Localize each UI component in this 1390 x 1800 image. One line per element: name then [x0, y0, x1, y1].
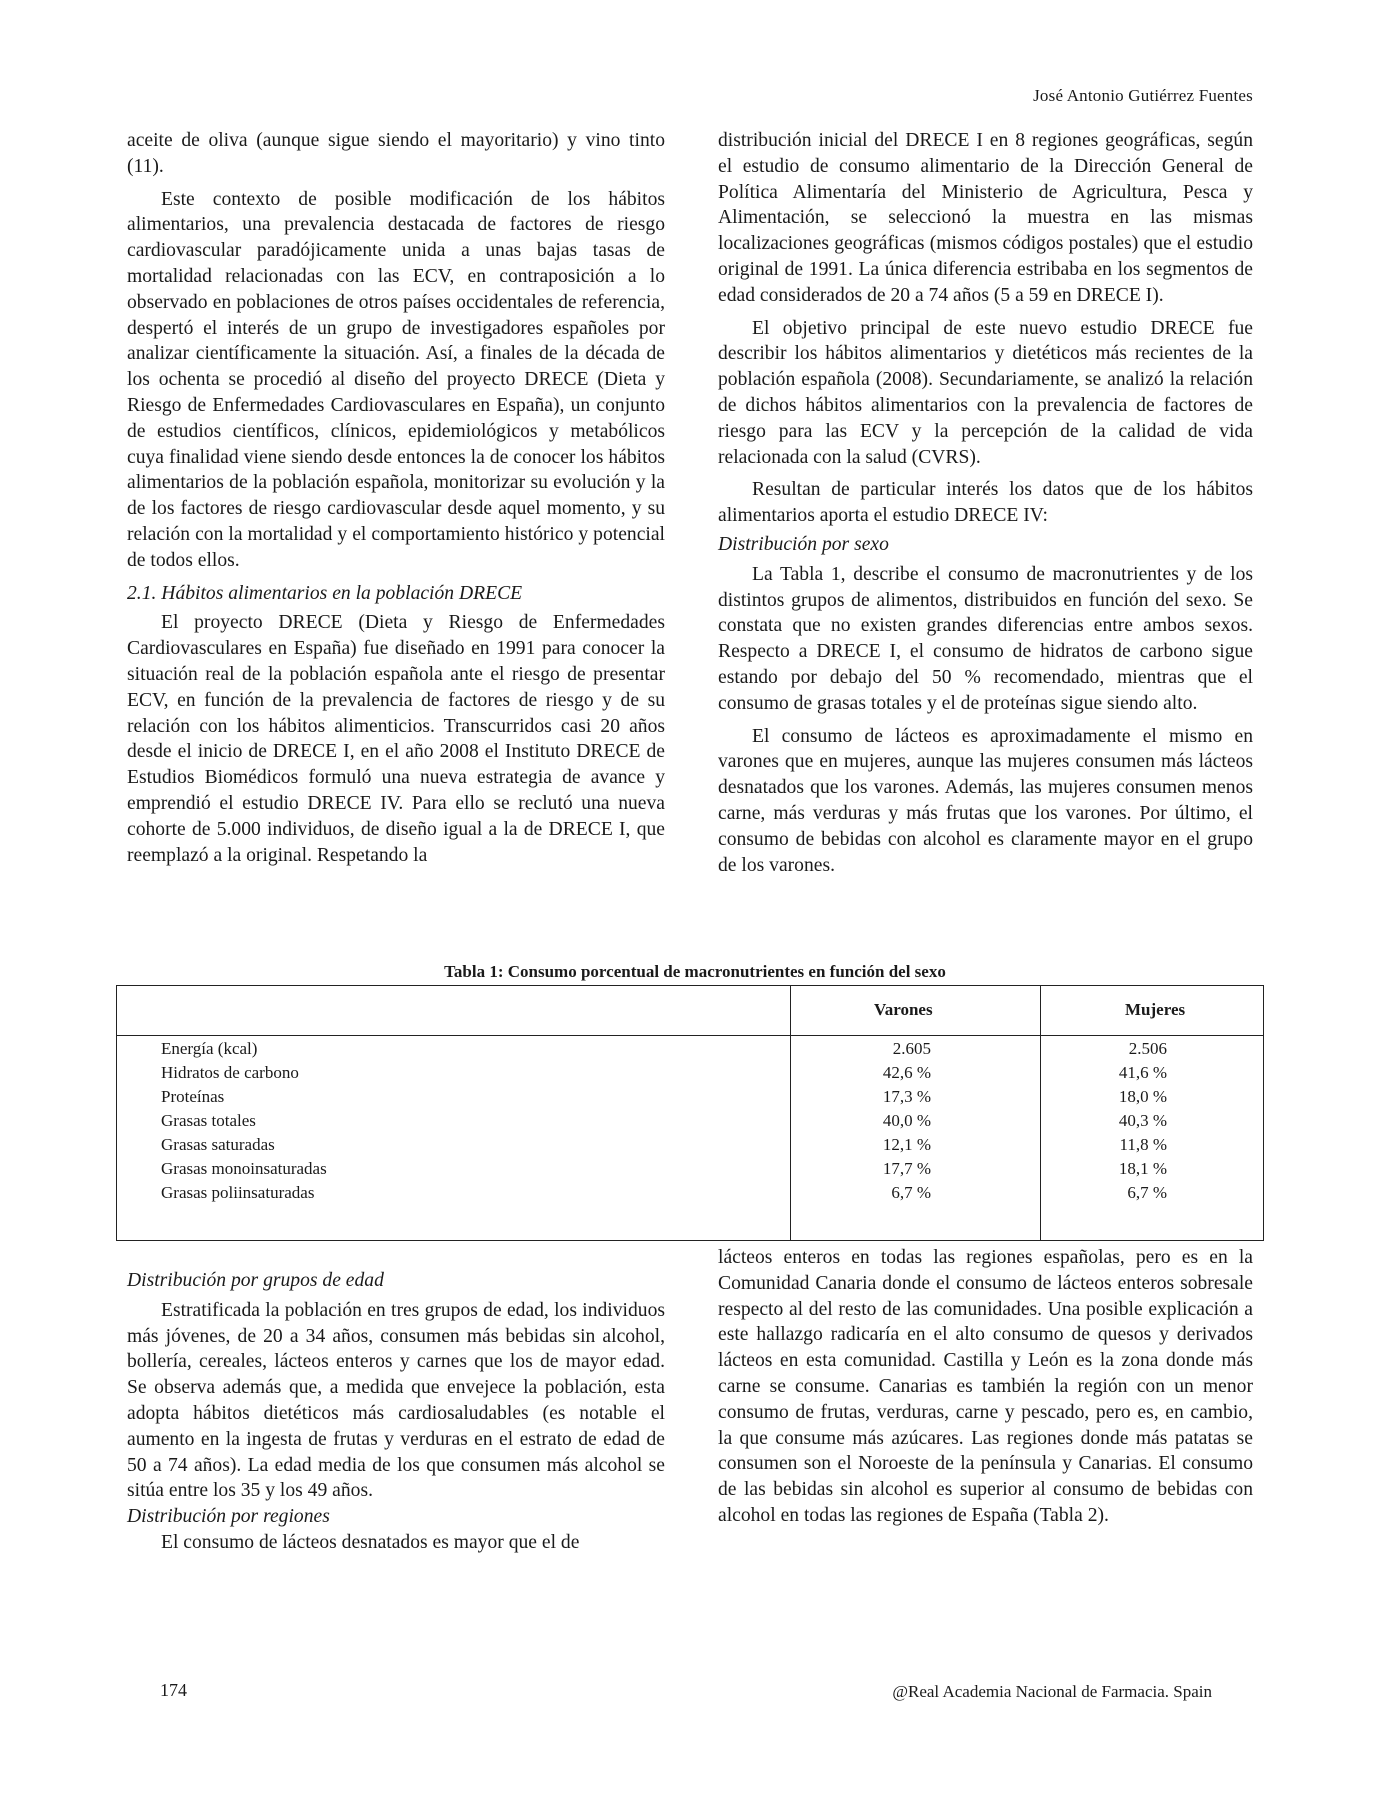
cell-mujeres: 41,6 %: [1118, 1063, 1167, 1082]
paragraph: Estratificada la población en tres grupos de edad, los individuos más jóvenes, de 20 a 34 años, consumen más bebidas sin alcohol, bollería, cereales, lácteos enteros y carnes que los de mayor edad. Se observa además que, a medida que envejece la población, esta adopta hábitos dietéticos más cardiosaludables (es notable el aumento en la ingesta de frutas y verduras en el estrato de edad de 50 a 74 años). La edad media de los que consumen más alcohol se sitúa entre los 35 y los 49 años.: [127, 1299, 665, 1502]
table-row: [117, 1183, 1263, 1207]
table-header-varones: Varones: [874, 1000, 933, 1019]
page-number: 174: [160, 1680, 187, 1700]
subsection-heading: Distribución por regiones: [127, 1506, 330, 1528]
row-label: Grasas poliinsaturadas: [161, 1183, 315, 1202]
table-caption: Tabla 1: Consumo porcentual de macronutrientes en función del sexo: [444, 962, 946, 981]
paragraph: El consumo de lácteos es aproximadamente el mismo en varones que en mujeres, aunque las mujeres consumen más lácteos desnatados que los varones. Además, las mujeres consumen menos carne, más verduras y más frutas que los varones. Por último, el consumo de bebidas con alcohol es claramente mayor en el grupo de los varones.: [718, 725, 1253, 876]
cell-mujeres: 2.506: [1128, 1039, 1167, 1058]
table-row: [117, 1135, 1263, 1159]
row-label: Proteínas: [161, 1087, 225, 1106]
cell-varones: 40,0 %: [882, 1111, 931, 1130]
table-row: [117, 1087, 1263, 1111]
cell-mujeres: 18,0 %: [1118, 1087, 1167, 1106]
column-right-top: [718, 128, 1253, 878]
row-label: Grasas monoinsaturadas: [161, 1159, 327, 1178]
running-header-author: José Antonio Gutiérrez Fuentes: [1033, 86, 1253, 105]
cell-mujeres: 40,3 %: [1118, 1111, 1167, 1130]
paragraph: El objetivo principal de este nuevo estudio DRECE fue describir los hábitos alimentarios y dietéticos más recientes de la población española (2008). Secundariamente, se analizó la relación de dichos hábitos alimentarios con la prevalencia de factores de riesgo para las ECV y la percepción de la calidad de vida relacionada con la salud (CVRS).: [718, 317, 1253, 468]
macronutrient-table: [116, 985, 1264, 1241]
row-label: Grasas saturadas: [161, 1135, 275, 1154]
row-label: Hidratos de carbono: [161, 1063, 299, 1082]
paragraph: Este contexto de posible modificación de los hábitos alimentarios, una prevalencia destacada de factores de riesgo cardiovascular paradójicamente unida a unas bajas tasas de mortalidad relacionadas con las ECV, en contraposición a lo observado en poblaciones de otros países occidentales de referencia, despertó el interés de un grupo de investigadores españoles por analizar científicamente la situación. Así, a finales de la década de los ochenta se procedió al diseño del proyecto DRECE (Dieta y Riesgo de Enfermedades Cardiovasculares en España), un conjunto de estudios científicos, clínicos, epidemiológicos y metabólicos cuya finalidad viene siendo desde entonces la de conocer los hábitos alimentarios de la población española, monitorizar su evolución y la de los factores de riesgo cardiovascular desde aquel momento, y su relación con la mortalidad y el comportamiento histórico y potencial de todos ellos.: [127, 188, 665, 571]
cell-mujeres: 11,8 %: [1119, 1135, 1167, 1154]
paragraph: El proyecto DRECE (Dieta y Riesgo de Enfermedades Cardiovasculares en España) fue diseñado en 1991 para conocer la situación real de la población española ante el riesgo de presentar ECV, en función de la prevalencia de factores de riesgo y de su relación con los hábitos alimenticios. Transcurridos casi 20 años desde el inicio de DRECE I, en el año 2008 el Instituto DRECE de Estudios Biomédicos formuló una nueva estrategia de avance y emprendió el estudio DRECE IV. Para ello se reclutó una nueva cohorte de 5.000 individuos, de diseño igual a la de DRECE I, que reemplazó a la original. Respetando la: [127, 612, 665, 866]
cell-varones: 17,3 %: [882, 1087, 931, 1106]
paragraph: distribución inicial del DRECE I en 8 regiones geográficas, según el estudio de consumo alimentario de la Dirección General de Política Alimentaría del Ministerio de Agricultura, Pesca y Alimentación, se seleccionó la muestra en las mismas localizaciones geográficas (mismos códigos postales) que el estudio original de 1991. La única diferencia estribaba en los segmentos de edad considerados de 20 a 74 años (5 a 59 en DRECE I).: [718, 130, 1253, 306]
cell-varones: 12,1 %: [882, 1135, 931, 1154]
column-left-top: [127, 128, 665, 868]
paragraph: La Tabla 1, describe el consumo de macronutrientes y de los distintos grupos de alimentos, distribuidos en función del sexo. Se constata que no existen grandes diferencias entre ambos sexos. Respecto a DRECE I, el consumo de hidratos de carbono sigue estando por debajo del 50 % recomendado, mientras que el consumo de grasas totales y el de proteínas sigue siendo alto.: [718, 563, 1253, 714]
table-row: [117, 1063, 1263, 1087]
table-body: [117, 1039, 1263, 1207]
subsection-heading: Distribución por sexo: [718, 533, 889, 555]
cell-varones: 17,7 %: [882, 1159, 931, 1178]
paragraph: Resultan de particular interés los datos que de los hábitos alimentarios aporta el estudio DRECE IV:: [718, 479, 1253, 527]
paragraph: El consumo de lácteos desnatados es mayor que el de: [161, 1531, 580, 1553]
paragraph: aceite de oliva (aunque sigue siendo el mayoritario) y vino tinto (11).: [127, 130, 665, 177]
cell-mujeres: 18,1 %: [1118, 1159, 1167, 1178]
paragraph: lácteos enteros en todas las regiones españolas, pero es en la Comunidad Canaria donde el consumo de lácteos enteros sobresale respecto al del resto de las comunidades. Una posible explicación a este hallazgo radicaría en el alto consumo de quesos y derivados lácteos en esta comunidad. Castilla y León es la zona donde más carne se consume. Canarias es también la región con un menor consumo de frutas, verduras, carne y pescado, pero es, en cambio, la que consume más azúcares. Las regiones donde más patatas se consumen son el Noroeste de la península y Canarias. El consumo de las bebidas sin alcohol es superior al consumo de bebidas con alcohol en todas las regiones de España (Tabla 2).: [718, 1247, 1253, 1526]
row-label: Grasas totales: [161, 1111, 256, 1130]
column-left-bottom: [127, 1268, 665, 1556]
table-row: [117, 1039, 1263, 1063]
cell-varones: 42,6 %: [882, 1063, 931, 1082]
table-row: [117, 1159, 1263, 1183]
column-right-bottom: [718, 1245, 1253, 1529]
cell-varones: 6,7 %: [891, 1183, 931, 1202]
footer-copyright: @Real Academia Nacional de Farmacia. Spain: [892, 1682, 1212, 1701]
table-header-divider: [117, 1035, 1263, 1036]
subsection-heading: Distribución por grupos de edad: [127, 1270, 384, 1291]
row-label: Energía (kcal): [161, 1039, 258, 1058]
table-header-mujeres: Mujeres: [1125, 1000, 1186, 1019]
table-row: [117, 1111, 1263, 1135]
section-heading: 2.1. Hábitos alimentarios en la población DRECE: [127, 582, 523, 604]
cell-varones: 2.605: [892, 1039, 931, 1058]
cell-mujeres: 6,7 %: [1127, 1183, 1167, 1202]
